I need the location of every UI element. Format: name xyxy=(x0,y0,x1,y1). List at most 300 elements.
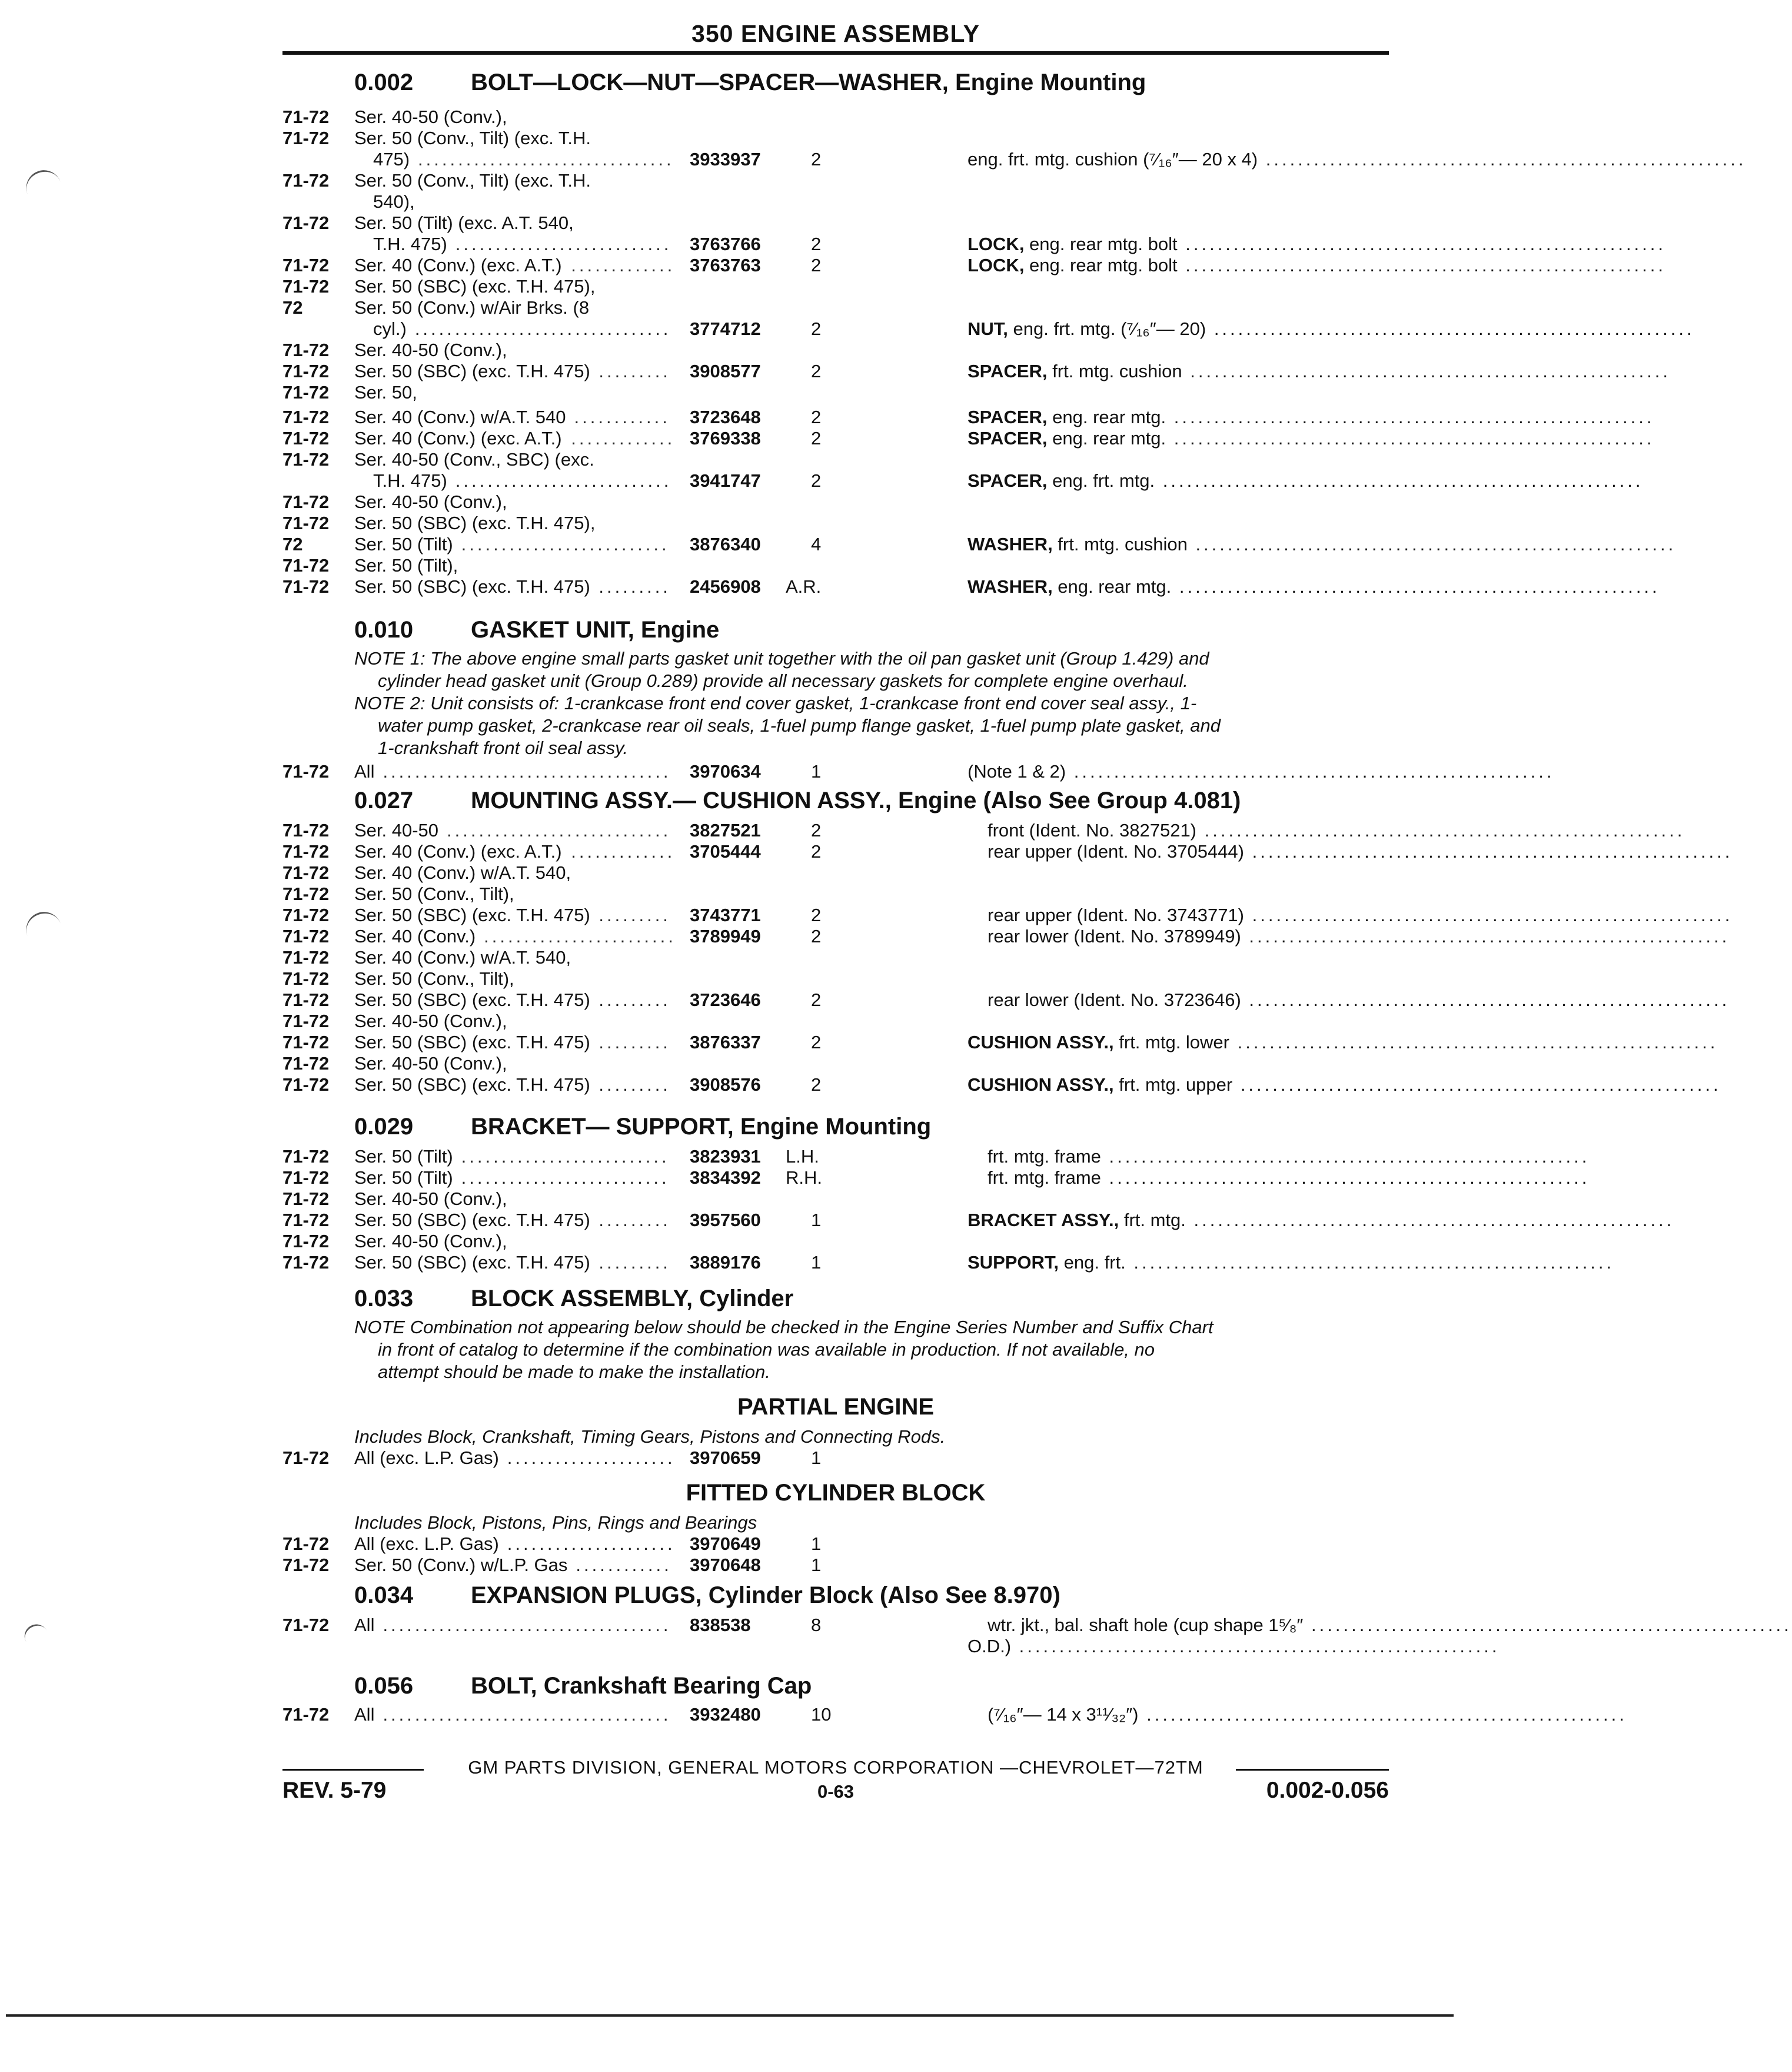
quantity: 1 xyxy=(811,1252,822,1273)
model-years: 71-72 xyxy=(282,513,330,533)
parts-row xyxy=(0,406,1655,429)
note-line: 1-crankshaft front oil seal assy. xyxy=(378,738,628,758)
part-number: 2456908 xyxy=(690,576,761,597)
part-name: SUPPORT, xyxy=(968,1252,1059,1273)
application-text: Ser. 50 (SBC) (exc. T.H. 475), xyxy=(354,276,596,297)
description-text: frt. mtg. xyxy=(1119,1210,1186,1230)
leader-dots: ............................................................ xyxy=(1125,1252,1615,1273)
part-number: 3723646 xyxy=(690,989,761,1010)
model-years: 71-72 xyxy=(282,212,330,233)
parts-row xyxy=(0,1209,1675,1231)
section-title: BRACKET— SUPPORT, Engine Mounting xyxy=(471,1114,932,1140)
part-number: 3723648 xyxy=(690,407,761,427)
leader-dots: ........................... xyxy=(455,470,672,491)
part-number: 3908576 xyxy=(690,1074,761,1095)
part-name: SPACER, xyxy=(968,361,1048,381)
part-description xyxy=(968,470,1644,492)
leader-dots: ............. xyxy=(571,255,676,275)
model-years: 71-72 xyxy=(282,1074,330,1095)
leader-dots: ................................ xyxy=(414,318,671,339)
parts-row xyxy=(0,1614,1792,1636)
description-text: frt. mtg. cushion xyxy=(1047,361,1182,381)
part-name: WASHER, xyxy=(968,534,1053,554)
leader-dots: .................................... xyxy=(383,761,671,782)
application-text: Ser. 40-50 xyxy=(354,820,439,841)
leader-dots: ............................................................ xyxy=(1011,1636,1500,1656)
part-description xyxy=(968,360,1671,383)
leader-dots: ............................................................ xyxy=(1166,407,1655,427)
parts-row xyxy=(0,989,1730,1011)
description-text: (⁷⁄₁₆″— 14 x 3¹¹⁄₃₂″) xyxy=(988,1704,1139,1725)
leader-dots: ............................................................ xyxy=(1166,428,1655,449)
parts-row xyxy=(0,554,1488,577)
part-number: 3970648 xyxy=(690,1555,761,1575)
application-text: Ser. 40-50 (Conv.), xyxy=(354,107,507,127)
part-description xyxy=(988,1167,1590,1189)
model-years: 71-72 xyxy=(282,107,330,127)
application-text: Ser. 50 (SBC) (exc. T.H. 475) xyxy=(354,1074,590,1095)
note-line: Includes Block, Pistons, Pins, Rings and Bearings xyxy=(354,1512,757,1533)
description-text: frt. mtg. upper xyxy=(1113,1074,1233,1095)
model-years: 71-72 xyxy=(282,1533,330,1554)
leader-dots: ............................................................ xyxy=(1244,841,1733,862)
parts-row xyxy=(0,841,1733,863)
leader-dots: ......... xyxy=(599,905,671,925)
model-years: 71-72 xyxy=(282,862,330,883)
part-number: 3970634 xyxy=(690,761,761,782)
scan-edge-line xyxy=(6,2014,1454,2017)
part-number: 3957560 xyxy=(690,1210,761,1230)
part-description xyxy=(968,233,1667,255)
part-number: 3933937 xyxy=(690,149,761,170)
section-heading xyxy=(0,786,1488,815)
part-number: 3932480 xyxy=(690,1704,761,1725)
section-number: 0.002 xyxy=(354,69,414,95)
description-text: front (Ident. No. 3827521) xyxy=(988,820,1197,841)
parts-row xyxy=(0,170,1488,192)
parts-row xyxy=(0,1010,1488,1032)
application-text: T.H. 475) xyxy=(373,234,447,254)
leader-dots: .......................... xyxy=(461,534,670,554)
parts-row xyxy=(0,106,1488,128)
leader-dots: ............................................................ xyxy=(1229,1032,1718,1052)
application-text: Ser. 40 (Conv.) (exc. A.T.) xyxy=(354,428,562,449)
application-text: Ser. 40-50 (Conv.), xyxy=(354,1011,507,1031)
section-title: BOLT—LOCK—NUT—SPACER—WASHER, Engine Mounting xyxy=(471,69,1146,95)
parts-row xyxy=(0,1031,1718,1054)
part-name: CUSHION ASSY., xyxy=(968,1074,1114,1095)
subheading: PARTIAL ENGINE xyxy=(737,1394,935,1420)
section-title: GASKET UNIT, Engine xyxy=(471,617,720,643)
section-heading xyxy=(0,1672,1488,1700)
part-name: LOCK, xyxy=(968,234,1025,254)
parts-row xyxy=(0,819,1685,842)
note-line: attempt should be made to make the installation. xyxy=(378,1362,770,1382)
description-text: frt. mtg. cushion xyxy=(1052,534,1188,554)
section-heading xyxy=(0,1581,1488,1609)
model-years: 71-72 xyxy=(282,1704,330,1725)
model-years: 71-72 xyxy=(282,1231,330,1251)
parts-row xyxy=(0,427,1655,450)
application-text: All (exc. L.P. Gas) xyxy=(354,1447,499,1468)
leader-dots: ................................ xyxy=(418,149,674,170)
leader-dots: ............................................................ xyxy=(1101,1167,1590,1188)
part-description xyxy=(988,989,1730,1011)
part-number: 3774712 xyxy=(690,318,761,339)
leader-dots: ............................................................ xyxy=(1155,470,1644,491)
model-years: 71-72 xyxy=(282,492,330,512)
parts-row xyxy=(0,275,1488,298)
section-number: 0.027 xyxy=(354,788,414,813)
application-text: Ser. 40 (Conv.) w/A.T. 540, xyxy=(354,862,571,883)
parts-row xyxy=(0,1251,1615,1274)
description-text: eng. frt. mtg. (⁷⁄₁₆″— 20) xyxy=(1008,318,1206,339)
part-number: 3827521 xyxy=(690,820,761,841)
model-years: 71-72 xyxy=(282,884,330,904)
leader-dots: ......... xyxy=(599,361,671,381)
application-text: All xyxy=(354,1704,375,1725)
parts-row xyxy=(0,1230,1488,1253)
application-text: Ser. 50 (SBC) (exc. T.H. 475) xyxy=(354,361,590,381)
part-description xyxy=(968,576,1660,598)
quantity: 2 xyxy=(811,361,822,381)
description-text: (Note 1 & 2) xyxy=(968,761,1066,782)
application-text: Ser. 40-50 (Conv., SBC) (exc. xyxy=(354,449,594,470)
note-line: Includes Block, Crankshaft, Timing Gears, Pistons and Connecting Rods. xyxy=(354,1426,946,1447)
application-text: Ser. 50 (SBC) (exc. T.H. 475) xyxy=(354,1252,590,1273)
application-text: Ser. 50 (SBC) (exc. T.H. 475), xyxy=(354,513,596,533)
leader-dots: ............................................................ xyxy=(1241,989,1730,1010)
quantity: 10 xyxy=(811,1704,832,1725)
leader-dots: ............................................................ xyxy=(1187,534,1677,554)
application-text: Ser. 50 (SBC) (exc. T.H. 475) xyxy=(354,576,590,597)
section-number: 0.034 xyxy=(354,1582,414,1608)
parts-row xyxy=(0,925,1730,948)
part-number: 3876337 xyxy=(690,1032,761,1052)
model-years: 71-72 xyxy=(282,1011,330,1031)
model-years: 72 xyxy=(282,534,303,554)
application-text: Ser. 40 (Conv.) (exc. A.T.) xyxy=(354,841,562,862)
leader-dots: ............................................................ xyxy=(1196,820,1685,841)
model-years: 71-72 xyxy=(282,820,330,841)
parts-row xyxy=(0,127,1488,150)
application-text: Ser. 50 (Conv., Tilt), xyxy=(354,968,514,989)
part-description xyxy=(968,1074,1721,1096)
page-number: 0-63 xyxy=(817,1781,855,1802)
description-text: rear upper (Ident. No. 3705444) xyxy=(988,841,1244,862)
model-years: 71-72 xyxy=(282,255,330,275)
application-text: Ser. 50, xyxy=(354,382,417,403)
note-line: in front of catalog to determine if the combination was available in production. If not available, no xyxy=(378,1339,1155,1360)
part-description xyxy=(968,1635,1500,1658)
leader-dots: ..................... xyxy=(507,1447,676,1468)
section-number: 0.056 xyxy=(354,1673,414,1699)
application-text: 475) xyxy=(373,149,410,170)
leader-dots: ......... xyxy=(599,576,671,597)
part-name: NUT, xyxy=(968,318,1008,339)
parts-row xyxy=(0,360,1671,383)
part-name: SPACER, xyxy=(968,470,1048,491)
leader-dots: ............................................................ xyxy=(1244,905,1733,925)
model-years: 71-72 xyxy=(282,340,330,360)
parts-row xyxy=(0,381,1488,404)
parts-row xyxy=(0,576,1660,598)
model-years: 71-72 xyxy=(282,1146,330,1167)
description-text: rear lower (Ident. No. 3723646) xyxy=(988,989,1241,1010)
part-number: 3908577 xyxy=(690,361,761,381)
part-description xyxy=(968,318,1695,340)
description-text: eng. rear mtg. xyxy=(1052,576,1172,597)
section-number: 0.029 xyxy=(354,1114,414,1140)
part-description xyxy=(968,254,1667,277)
part-number: 3789949 xyxy=(690,926,761,947)
quantity: 2 xyxy=(811,1032,822,1052)
parts-row xyxy=(0,212,1488,234)
section-heading xyxy=(0,68,1488,97)
model-years: 71-72 xyxy=(282,170,330,191)
leader-dots: ............................................................ xyxy=(1206,318,1695,339)
application-text: Ser. 40 (Conv.) xyxy=(354,926,476,947)
description-text: frt. mtg. frame xyxy=(988,1146,1101,1167)
model-years: 71-72 xyxy=(282,1188,330,1209)
note-line: NOTE 1: The above engine small parts gasket unit together with the oil pan gasket unit (Group 1.429) and xyxy=(354,648,1209,669)
parts-row xyxy=(0,1167,1590,1189)
description-text: O.D.) xyxy=(968,1636,1012,1656)
quantity: 8 xyxy=(811,1615,822,1635)
section-title: EXPANSION PLUGS, Cylinder Block (Also See 8.970) xyxy=(471,1582,1060,1608)
parts-row xyxy=(0,968,1488,990)
application-text: Ser. 50 (Tilt) (exc. A.T. 540, xyxy=(354,212,574,233)
part-description xyxy=(968,427,1655,450)
model-years: 71-72 xyxy=(282,1032,330,1052)
application-text: Ser. 40-50 (Conv.), xyxy=(354,1231,507,1251)
parts-row xyxy=(0,1052,1488,1075)
quantity: 2 xyxy=(811,1074,822,1095)
model-years: 71-72 xyxy=(282,428,330,449)
part-description xyxy=(968,406,1655,429)
parts-row xyxy=(0,191,1488,213)
part-number: 3769338 xyxy=(690,428,761,449)
quantity: 1 xyxy=(811,1533,822,1554)
leader-dots: .................................... xyxy=(383,1615,671,1635)
model-years: 71-72 xyxy=(282,276,330,297)
model-years: 71-72 xyxy=(282,576,330,597)
description-text: wtr. jkt., bal. shaft hole (cup shape 1⁵⁄₈″ xyxy=(988,1615,1304,1635)
application-text: Ser. 50 (SBC) (exc. T.H. 475) xyxy=(354,1210,590,1230)
quantity: 2 xyxy=(811,470,822,491)
leader-dots: ............................................................ xyxy=(1171,576,1660,597)
parts-row xyxy=(0,1188,1488,1210)
application-text: Ser. 50 (Tilt), xyxy=(354,555,458,576)
note-line: NOTE 2: Unit consists of: 1-crankcase front end cover gasket, 1-crankcase front end cover seal assy., 1- xyxy=(354,693,1197,713)
part-description xyxy=(988,925,1730,948)
revision-label: REV. 5-79 xyxy=(282,1778,387,1803)
section-heading xyxy=(0,616,1488,644)
leader-dots: ............................ xyxy=(447,820,671,841)
section-title: BOLT, Crankshaft Bearing Cap xyxy=(471,1673,812,1699)
parts-row xyxy=(0,947,1488,969)
description-text: eng. rear mtg. bolt xyxy=(1024,234,1178,254)
model-years: 71-72 xyxy=(282,1447,330,1468)
part-description xyxy=(988,1614,1792,1636)
part-name: SPACER, xyxy=(968,428,1048,449)
section-number: 0.010 xyxy=(354,617,414,643)
leader-dots: ......... xyxy=(599,989,671,1010)
application-text: cyl.) xyxy=(373,318,407,339)
parts-row xyxy=(0,470,1644,492)
quantity: 2 xyxy=(811,989,822,1010)
parts-row xyxy=(0,1533,1488,1555)
description-text: eng. rear mtg. xyxy=(1047,407,1166,427)
leader-dots: ............................................................ xyxy=(1066,761,1555,782)
model-years: 71-72 xyxy=(282,926,330,947)
part-name: SPACER, xyxy=(968,407,1048,427)
parts-row xyxy=(0,491,1488,513)
description-text: eng. rear mtg. xyxy=(1047,428,1166,449)
group-range: 0.002-0.056 xyxy=(1266,1778,1389,1803)
model-years: 71-72 xyxy=(282,382,330,403)
part-description xyxy=(968,1209,1675,1231)
part-description xyxy=(988,819,1685,842)
leader-dots: ............................................................ xyxy=(1232,1074,1721,1095)
parts-row xyxy=(0,449,1488,471)
application-text: Ser. 40-50 (Conv.), xyxy=(354,492,507,512)
quantity: 1 xyxy=(811,761,822,782)
model-years: 71-72 xyxy=(282,1210,330,1230)
part-description xyxy=(968,533,1677,556)
model-years: 71-72 xyxy=(282,1615,330,1635)
model-years: 71-72 xyxy=(282,361,330,381)
model-years: 71-72 xyxy=(282,905,330,925)
leader-dots: ........................ xyxy=(484,926,676,947)
leader-dots: ............................................................ xyxy=(1303,1615,1792,1635)
parts-row xyxy=(0,883,1488,905)
description-text: eng. rear mtg. bolt xyxy=(1024,255,1178,275)
part-number: 3834392 xyxy=(690,1167,761,1188)
application-text: 540), xyxy=(373,191,415,212)
application-text: Ser. 40 (Conv.) (exc. A.T.) xyxy=(354,255,562,275)
parts-row xyxy=(0,297,1488,319)
model-years: 71-72 xyxy=(282,555,330,576)
leader-dots: ........................... xyxy=(455,234,672,254)
page-title: 350 ENGINE ASSEMBLY xyxy=(691,20,980,47)
parts-row xyxy=(0,1074,1721,1096)
part-number: 3823931 xyxy=(690,1146,761,1167)
subheading: FITTED CYLINDER BLOCK xyxy=(686,1480,986,1506)
application-text: All xyxy=(354,1615,375,1635)
leader-dots: ..................... xyxy=(507,1533,676,1554)
application-text: Ser. 40 (Conv.) w/A.T. 540 xyxy=(354,407,566,427)
application-text: Ser. 50 (Tilt) xyxy=(354,534,453,554)
parts-row xyxy=(0,1447,1488,1469)
part-description xyxy=(988,904,1733,927)
leader-dots: ......... xyxy=(599,1252,671,1273)
leader-dots: ............................................................ xyxy=(1182,361,1671,381)
part-number: 3876340 xyxy=(690,534,761,554)
quantity: 2 xyxy=(811,926,822,947)
parts-row xyxy=(0,233,1667,255)
quantity: 2 xyxy=(811,820,822,841)
part-name: CUSHION ASSY., xyxy=(968,1032,1114,1052)
part-description xyxy=(968,1031,1718,1054)
application-text: All xyxy=(354,761,375,782)
model-years: 71-72 xyxy=(282,449,330,470)
part-number: 3705444 xyxy=(690,841,761,862)
parts-row xyxy=(0,339,1488,361)
description-text: frt. mtg. frame xyxy=(988,1167,1101,1188)
application-text: Ser. 40-50 (Conv.), xyxy=(354,1053,507,1074)
leader-dots: ............................................................ xyxy=(1241,926,1730,947)
model-years: 71-72 xyxy=(282,407,330,427)
part-description xyxy=(988,1704,1627,1726)
leader-dots: ............................................................ xyxy=(1258,149,1747,170)
quantity: 2 xyxy=(811,841,822,862)
application-text: Ser. 50 (SBC) (exc. T.H. 475) xyxy=(354,1032,590,1052)
description-text: eng. frt. mtg. cushion (⁷⁄₁₆″— 20 x 4) xyxy=(968,149,1258,170)
application-text: Ser. 50 (Tilt) xyxy=(354,1146,453,1167)
section-heading xyxy=(0,1113,1488,1141)
quantity: 2 xyxy=(811,428,822,449)
application-text: Ser. 50 (Conv.) w/Air Brks. (8 xyxy=(354,297,590,318)
quantity: 2 xyxy=(811,149,822,170)
parts-row xyxy=(0,1704,1627,1726)
leader-dots: ......... xyxy=(599,1032,671,1052)
parts-row xyxy=(0,512,1488,534)
application-text: All (exc. L.P. Gas) xyxy=(354,1533,499,1554)
section-heading xyxy=(0,1284,1488,1313)
parts-row xyxy=(0,318,1695,340)
leader-dots: ............................................................ xyxy=(1185,1210,1675,1230)
leader-dots: ............................................................ xyxy=(1101,1146,1590,1167)
model-years: 71-72 xyxy=(282,128,330,148)
leader-dots: ............ xyxy=(576,1555,672,1575)
part-number: 3743771 xyxy=(690,905,761,925)
leader-dots: .......................... xyxy=(461,1146,670,1167)
application-text: Ser. 50 (Conv., Tilt), xyxy=(354,884,514,904)
model-years: 72 xyxy=(282,297,303,318)
quantity: L.H. xyxy=(786,1146,819,1167)
quantity: 1 xyxy=(811,1210,822,1230)
part-number: 838538 xyxy=(690,1615,751,1635)
part-name: BRACKET ASSY., xyxy=(968,1210,1119,1230)
parts-row xyxy=(0,904,1733,927)
application-text: T.H. 475) xyxy=(373,470,447,491)
section-title: BLOCK ASSEMBLY, Cylinder xyxy=(471,1286,794,1311)
publisher-line: GM PARTS DIVISION, GENERAL MOTORS CORPORATION —CHEVROLET—72TM xyxy=(468,1757,1203,1778)
leader-dots: ............. xyxy=(571,428,676,449)
model-years: 71-72 xyxy=(282,1053,330,1074)
quantity: 1 xyxy=(811,1555,822,1575)
part-description xyxy=(988,1145,1590,1168)
leader-dots: ......... xyxy=(599,1210,671,1230)
quantity: 2 xyxy=(811,234,822,254)
note-line: NOTE Combination not appearing below should be checked in the Engine Series Number and Suffix Chart xyxy=(354,1317,1213,1337)
part-number: 3970659 xyxy=(690,1447,761,1468)
application-text: Ser. 50 (Conv., Tilt) (exc. T.H. xyxy=(354,128,591,148)
part-name: WASHER, xyxy=(968,576,1053,597)
description-text: frt. mtg. lower xyxy=(1113,1032,1229,1052)
model-years: 71-72 xyxy=(282,989,330,1010)
application-text: Ser. 50 (SBC) (exc. T.H. 475) xyxy=(354,989,590,1010)
description-text: eng. frt. xyxy=(1059,1252,1126,1273)
description-text: rear upper (Ident. No. 3743771) xyxy=(988,905,1244,925)
parts-row xyxy=(0,254,1667,277)
model-years: 71-72 xyxy=(282,761,330,782)
leader-dots: .................................... xyxy=(383,1704,671,1725)
leader-dots: .......................... xyxy=(461,1167,670,1188)
application-text: Ser. 50 (Conv.) w/L.P. Gas xyxy=(354,1555,568,1575)
model-years: 71-72 xyxy=(282,1555,330,1575)
